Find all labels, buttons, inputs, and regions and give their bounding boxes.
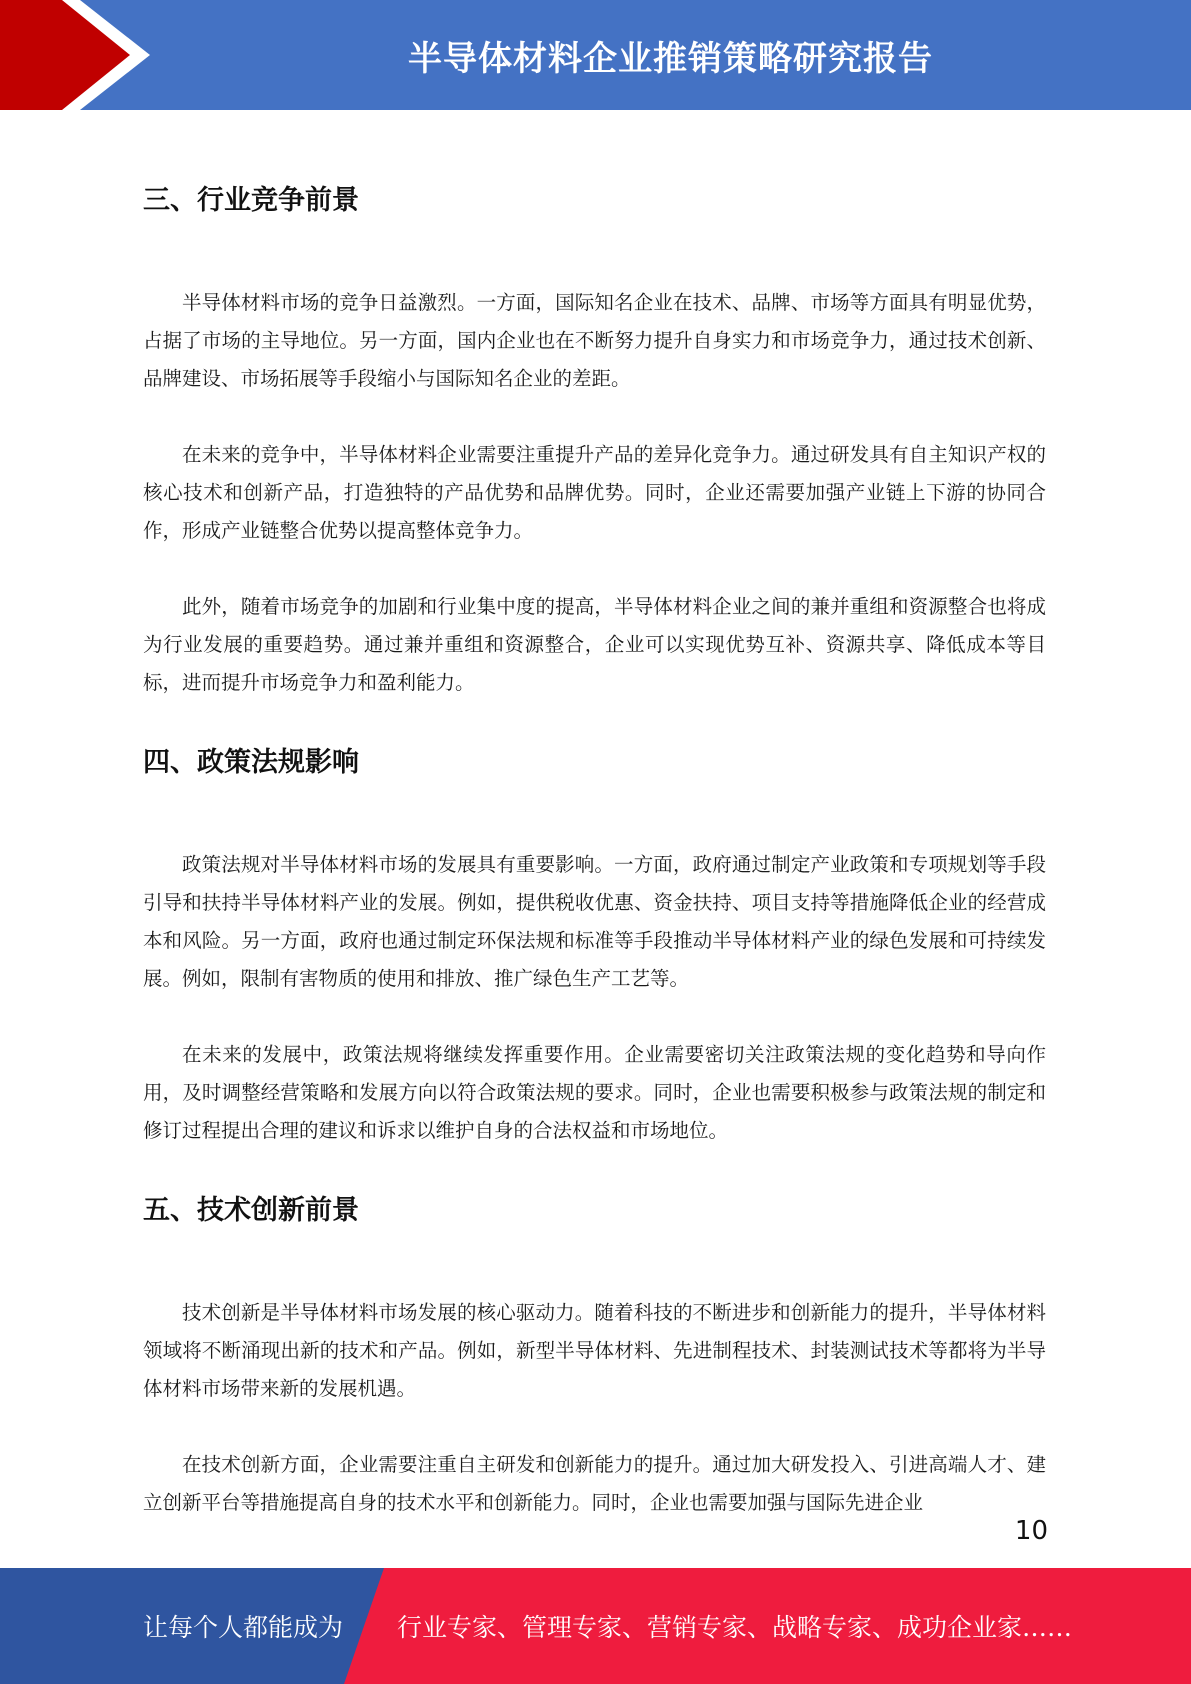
section-heading: 五、技术创新前景 (143, 1195, 359, 1226)
footer-slogan-right: 行业专家、管理专家、营销专家、战略专家、成功企业家…… (397, 1613, 1073, 1642)
paragraph: 半导体材料市场的竞争日益激烈。一方面，国际知名企业在技术、品牌、市场等方面具有明显优势，占据了市场的主导地位。另一方面，国内企业也在不断努力提升自身实力和市场竞争力，通过技术创新、品牌建设、市场拓展等手段缩小与国际知名企业的差距。 (143, 291, 1046, 390)
paragraph: 此外，随着市场竞争的加剧和行业集中度的提高，半导体材料企业之间的兼并重组和资源整合也将成为行业发展的重要趋势。通过兼并重组和资源整合，企业可以实现优势互补、资源共享、降低成本等目标，进而提升市场竞争力和盈利能力。 (143, 595, 1046, 694)
footer-slogan-left: 让每个人都能成为 (143, 1613, 344, 1642)
paragraph: 技术创新是半导体材料市场发展的核心驱动力。随着科技的不断进步和创新能力的提升，半导体材料领域将不断涌现出新的技术和产品。例如，新型半导体材料、先进制程技术、封装测试技术等都将为半导体材料市场带来新的发展机遇。 (143, 1301, 1046, 1400)
section-heading: 三、行业竞争前景 (143, 185, 359, 216)
paragraph: 在未来的竞争中，半导体材料企业需要注重提升产品的差异化竞争力。通过研发具有自主知识产权的核心技术和创新产品，打造独特的产品优势和品牌优势。同时，企业还需要加强产业链上下游的协同合作，形成产业链整合优势以提高整体竞争力。 (143, 443, 1046, 542)
page-number: 10 (1014, 1516, 1048, 1546)
paragraph: 在未来的发展中，政策法规将继续发挥重要作用。企业需要密切关注政策法规的变化趋势和导向作用，及时调整经营策略和发展方向以符合政策法规的要求。同时，企业也需要积极参与政策法规的制定和修订过程提出合理的建议和诉求以维护自身的合法权益和市场地位。 (143, 1043, 1046, 1142)
page-header (0, 0, 1191, 110)
page-footer (0, 1568, 1191, 1684)
paragraph: 在技术创新方面，企业需要注重自主研发和创新能力的提升。通过加大研发投入、引进高端人才、建立创新平台等措施提高自身的技术水平和创新能力。同时，企业也需要加强与国际先进企业 (143, 1453, 1046, 1514)
report-body (143, 178, 1046, 1522)
paragraph: 政策法规对半导体材料市场的发展具有重要影响。一方面，政府通过制定产业政策和专项规划等手段引导和扶持半导体材料产业的发展。例如，提供税收优惠、资金扶持、项目支持等措施降低企业的经营成本和风险。另一方面，政府也通过制定环保法规和标准等手段推动半导体材料产业的绿色发展和可持续发展。例如，限制有害物质的使用和排放、推广绿色生产工艺等。 (143, 853, 1046, 990)
section-heading: 四、政策法规影响 (143, 747, 359, 778)
header-title: 半导体材料企业推销策略研究报告 (408, 38, 933, 79)
